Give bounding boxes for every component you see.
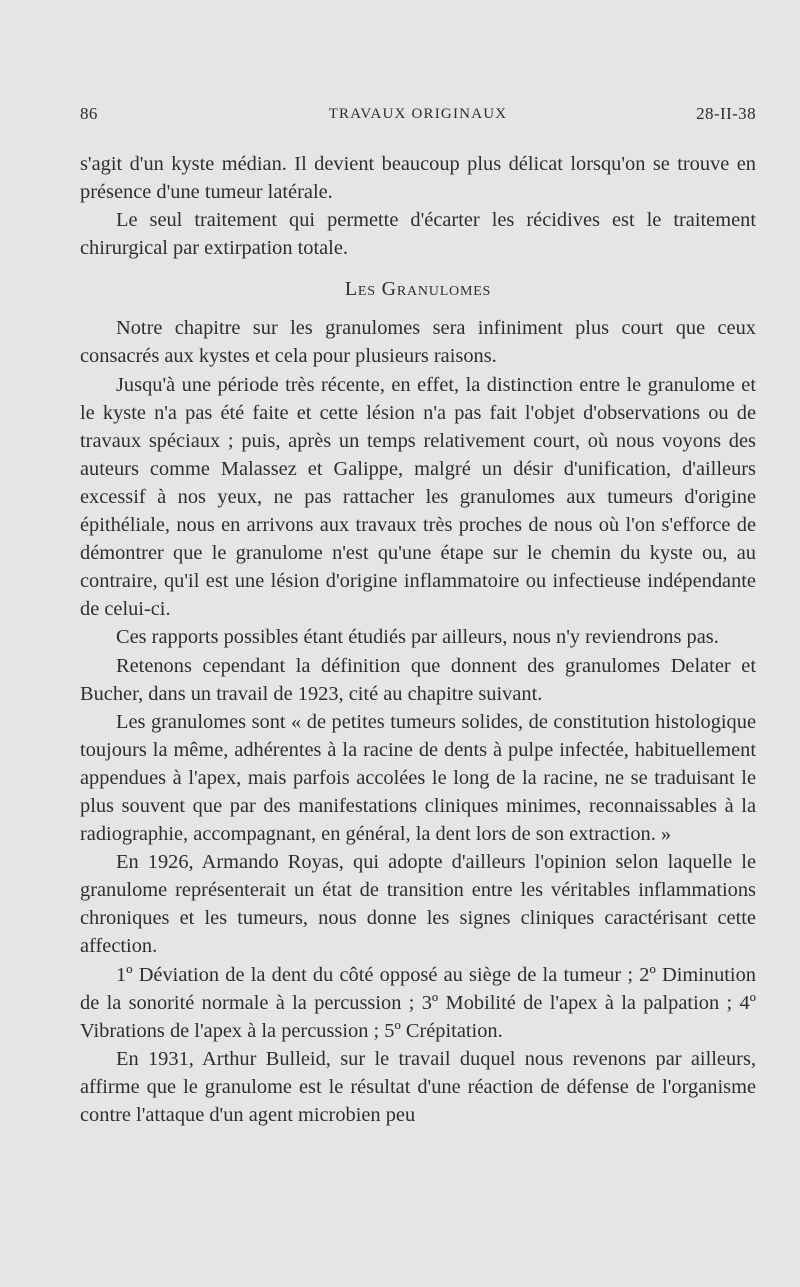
numbered-signs-paragraph: 1º Déviation de la dent du côté opposé au siège de la tumeur ; 2º Diminution de la sonorité normale à la percussion ; 3º Mobilité de l'apex à la palpation ; 4º Vibrations de l'apex à la percussion ; 5º Crépitation. bbox=[80, 963, 756, 1042]
quotation-paragraph: Les granulomes sont « de petites tumeurs solides, de constitution histologique toujours la même, adhérentes à la racine de dents à pulpe infectée, habituellement appendues à l'apex, mais parfois accolées le long de la racine, ne se traduisant le plus souvent que par des manifestations cliniques minimes, reconnaissables à la radiographie, accompagnant, en général, la dent lors de son extraction. » bbox=[80, 710, 756, 846]
paragraph: En 1926, Armando Royas, qui adopte d'ailleurs l'opinion selon laquelle le granulome représenterait un état de transition entre les véritables inflammations chroniques et les tumeurs, nous donne les signes cliniques caractérisant cette affection. bbox=[80, 851, 756, 958]
paragraph: Jusqu'à une période très récente, en effet, la distinction entre le granulome et le kyste n'a pas été faite et cette lésion n'a pas fait l'objet d'observations ou de travaux spéciaux ; puis, après un temps relativement court, où nous voyons des auteurs comme Malassez et Galippe, malgré un désir d'unification, d'ailleurs excessif à nos yeux, ne pas rattacher les granulomes aux tumeurs d'origine épithéliale, nous en arrivons aux travaux très proches de nous où l'on s'efforce de démontrer que le granulome n'est qu'une étape sur le chemin du kyste ou, au contraire, qu'il est une lésion d'origine inflammatoire ou infectieuse indépendante de celui-ci. bbox=[80, 373, 756, 621]
header-date: 28-II-38 bbox=[696, 104, 756, 123]
paragraph: Notre chapitre sur les granulomes sera infiniment plus court que ceux consacrés aux kystes et cela pour plusieurs raisons. bbox=[80, 317, 756, 368]
running-title: TRAVAUX ORIGINAUX bbox=[328, 106, 508, 122]
paragraph: s'agit d'un kyste médian. Il devient beaucoup plus délicat lorsqu'on se trouve en présence d'une tumeur latérale. bbox=[80, 153, 756, 204]
paragraph: En 1931, Arthur Bulleid, sur le travail duquel nous revenons par ailleurs, affirme que le granulome est le résultat d'une réaction de défense de l'organisme contre l'attaque d'un agent microbien peu bbox=[80, 1047, 756, 1126]
section-title: Les Granulomes bbox=[344, 278, 492, 301]
body-text bbox=[80, 150, 756, 1129]
page-number: 86 bbox=[80, 104, 98, 123]
paragraph: Le seul traitement qui permette d'écarter les récidives est le traitement chirurgical par extirpation totale. bbox=[80, 209, 756, 260]
running-header bbox=[80, 104, 756, 132]
paragraph: Retenons cependant la définition que donnent des granulomes Delater et Bucher, dans un travail de 1923, cité au chapitre suivant. bbox=[80, 654, 756, 705]
paragraph: Ces rapports possibles étant étudiés par ailleurs, nous n'y reviendrons pas. bbox=[116, 626, 719, 649]
